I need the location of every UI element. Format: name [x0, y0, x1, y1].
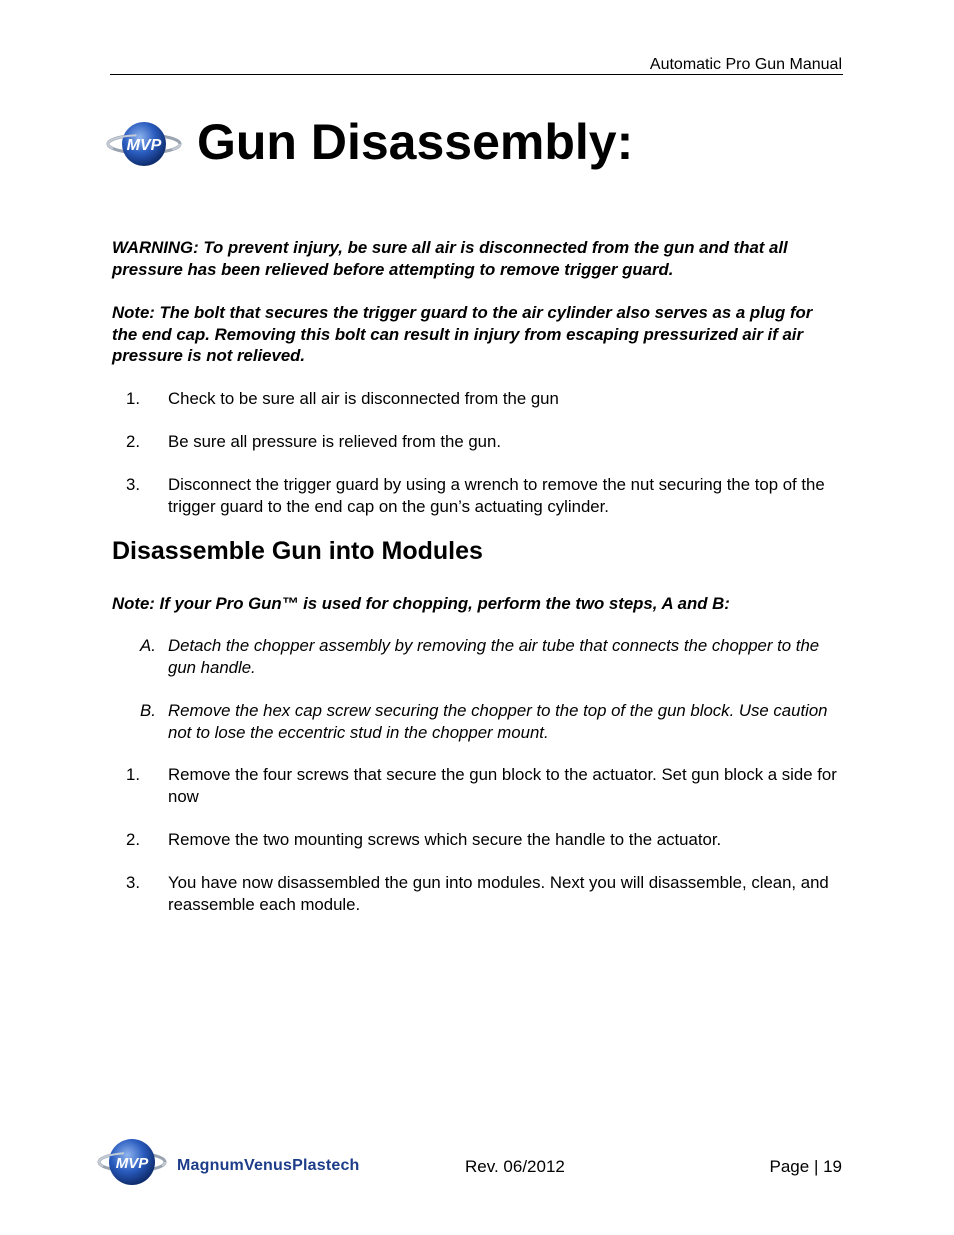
step-text: Remove the hex cap screw securing the chopper to the top of the gun block. Use caution not to lose the eccentric stud in the chopper mount. — [168, 701, 828, 742]
list-item — [112, 388, 842, 410]
footer-brand: MagnumVenusPlastech — [177, 1157, 360, 1174]
page-title: Gun Disassembly: — [197, 114, 634, 170]
footer-revision: Rev. 06/2012 — [465, 1157, 565, 1176]
step-text: Remove the four screws that secure the gun block to the actuator. Set gun block a side for now — [168, 765, 837, 806]
step-text: Remove the two mounting screws which secure the handle to the actuator. — [168, 830, 722, 849]
note-bolt: Note: The bolt that secures the trigger guard to the air cylinder also serves as a plug for the end cap. Removing this bolt can result in injury from escaping pressurized air if air pressure is not relieved. — [112, 303, 813, 366]
step-number: 2. — [126, 432, 140, 451]
list-item — [112, 829, 842, 851]
warning-text: WARNING: To prevent injury, be sure all air is disconnected from the gun and that all pressure has been relieved before attempting to remove trigger guard. — [112, 238, 788, 279]
note-chopping: Note: If your Pro Gun™ is used for chopping, perform the two steps, A and B: — [112, 594, 730, 613]
step-number: 3. — [126, 475, 140, 494]
mvp-logo-icon — [104, 117, 184, 171]
step-text: Detach the chopper assembly by removing the air tube that connects the chopper to the gun handle. — [168, 636, 820, 677]
svg-text:MVP: MVP — [126, 137, 162, 154]
step-letter: A. — [140, 636, 156, 655]
step-text: Check to be sure all air is disconnected from the gun — [168, 389, 559, 408]
footer-page-number: Page | 19 — [769, 1157, 842, 1176]
step-text: You have now disassembled the gun into modules. Next you will disassemble, clean, and reassemble each module. — [168, 873, 829, 914]
section-heading: Disassemble Gun into Modules — [112, 537, 483, 565]
list-item — [112, 474, 842, 517]
step-number: 1. — [126, 765, 140, 784]
list-item — [112, 872, 842, 915]
header-divider — [110, 74, 843, 75]
list-item — [112, 431, 842, 453]
document-title: Automatic Pro Gun Manual — [649, 56, 842, 73]
step-number: 3. — [126, 873, 140, 892]
step-letter: B. — [140, 701, 156, 720]
svg-text:MVP: MVP — [115, 1155, 149, 1172]
list-item — [112, 635, 842, 678]
step-number: 1. — [126, 389, 140, 408]
list-item — [112, 764, 842, 807]
list-item — [112, 700, 842, 743]
mvp-footer-logo-icon — [96, 1133, 168, 1191]
step-text: Be sure all pressure is relieved from the gun. — [168, 432, 501, 451]
step-number: 2. — [126, 830, 140, 849]
step-text: Disconnect the trigger guard by using a wrench to remove the nut securing the top of the trigger guard to the end cap on the gun’s actuating cylinder. — [168, 475, 825, 516]
